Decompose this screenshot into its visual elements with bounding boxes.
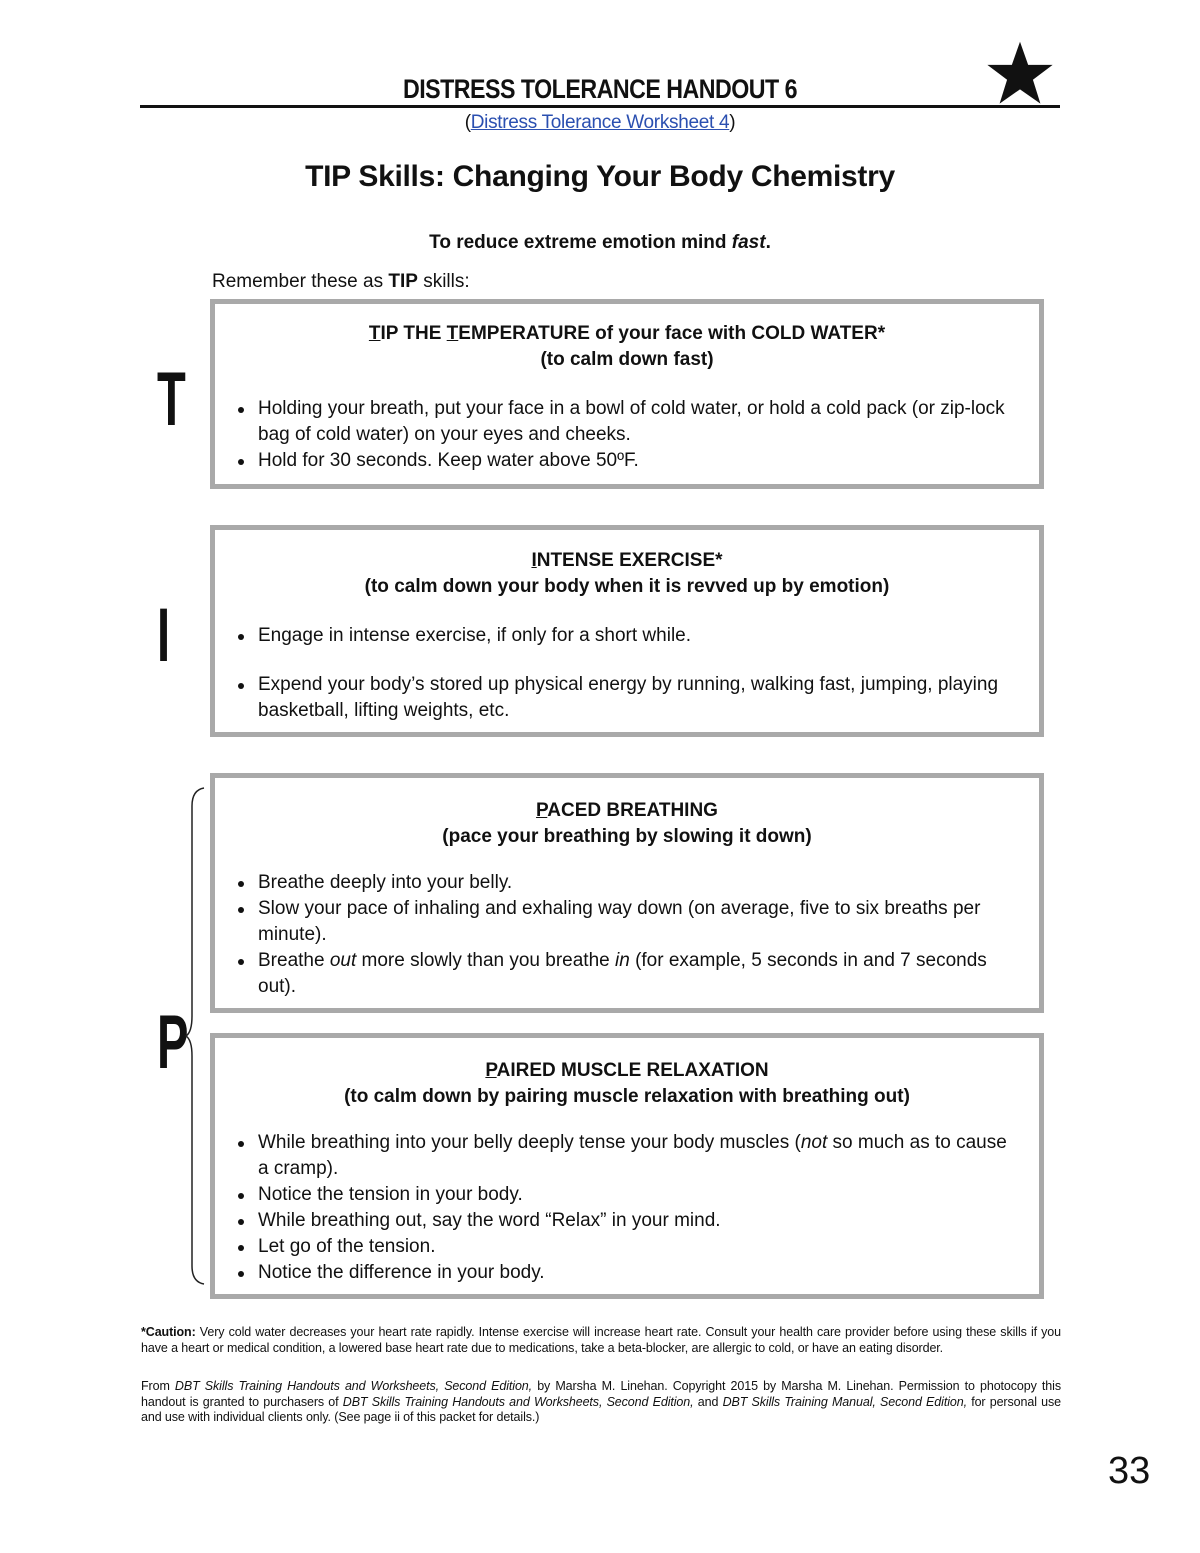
intro-text: Remember these as TIP skills: [212,271,470,292]
box-subheading: (to calm down your body when it is revved up by emotion) [364,576,890,597]
skill-box-exercise [210,525,1044,737]
list-item: Slow your pace of inhaling and exhaling way down (on average, five to six breaths per minute). [215,896,1039,948]
list-item: While breathing into your belly deeply tense your body muscles (not so much as to cause a cramp). [215,1130,1039,1182]
bullet-list [215,870,1039,1000]
skill-box-paced-breathing [210,773,1044,1013]
page-number: 33 [1108,1450,1151,1492]
letter-t: T [157,357,186,442]
bullet-list [215,623,1039,724]
box-heading: INTENSE EXERCISE* [531,550,723,571]
letter-p: P [157,1000,189,1085]
worksheet-link[interactable]: Distress Tolerance Worksheet 4 [470,112,730,133]
worksheet-reference: (Distress Tolerance Worksheet 4) [464,112,736,133]
skill-box-temperature [210,299,1044,489]
box-heading: PACED BREATHING [536,800,718,821]
header-divider [140,105,1060,108]
list-item: Hold for 30 seconds. Keep water above 50ºF. [215,448,1039,474]
list-item: Engage in intense exercise, if only for a short while. [215,623,1039,649]
caution-footnote: *Caution: Very cold water decreases your heart rate rapidly. Intense exercise will increase heart rate. Consult your health care provider before using these skills if you have a heart or medical condition, a lowered base heart rate due to medications, take a beta-blocker, are allergic to cold, or have an eating disorder. [141,1325,1061,1355]
handout-title: DISTRESS TOLERANCE HANDOUT 6 [402,74,798,104]
box-heading: TIP THE TEMPERATURE of your face with COLD WATER* [368,323,886,344]
bullet-list [215,1130,1039,1286]
box-heading: PAIRED MUSCLE RELAXATION [485,1060,769,1081]
brace-bracket [184,786,208,1286]
copyright-credit: From DBT Skills Training Handouts and Worksheets, Second Edition, by Marsha M. Linehan. Copyright 2015 by Marsha M. Linehan. Permission to photocopy this handout is granted to purchasers of DBT Skills Training Handouts and Worksheets, Second Edition, and DBT Skills Training Manual, Second Edition, for personal use and use with individual clients only. (See page ii of this packet for details.) [141,1379,1061,1424]
box-subheading: (to calm down by pairing muscle relaxation with breathing out) [344,1086,910,1107]
list-item: Notice the tension in your body. [215,1182,1039,1208]
list-item: Notice the difference in your body. [215,1260,1039,1286]
list-item: While breathing out, say the word “Relax” in your mind. [215,1208,1039,1234]
list-item: Let go of the tension. [215,1234,1039,1260]
subtitle: To reduce extreme emotion mind fast. [429,232,771,253]
skill-box-muscle-relaxation [210,1033,1044,1299]
box-subheading: (pace your breathing by slowing it down) [442,826,812,847]
bullet-list [215,396,1039,474]
page-title: TIP Skills: Changing Your Body Chemistry [305,160,895,193]
list-item: Breathe deeply into your belly. [215,870,1039,896]
letter-i: I [157,593,171,678]
list-item: Breathe out more slowly than you breathe in (for example, 5 seconds in and 7 seconds out). [215,948,1039,1000]
list-item: Expend your body’s stored up physical energy by running, walking fast, jumping, playing basketball, lifting weights, etc. [215,672,1039,724]
box-subheading: (to calm down fast) [540,349,714,370]
star-icon [986,40,1054,106]
list-item: Holding your breath, put your face in a bowl of cold water, or hold a cold pack (or zip-lock bag of cold water) on your eyes and cheeks. [215,396,1039,448]
